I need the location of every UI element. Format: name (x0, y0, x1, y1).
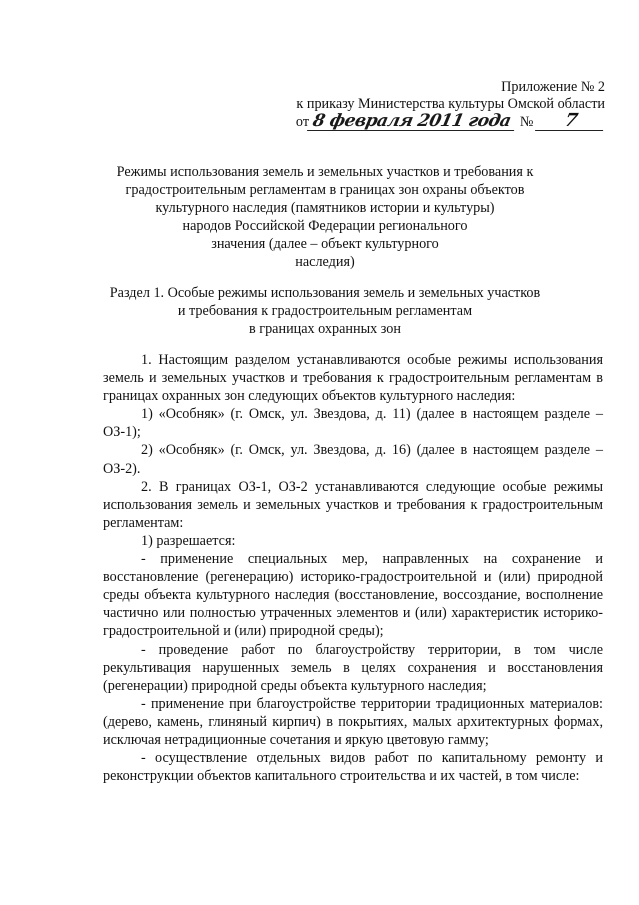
appendix-label (501, 78, 605, 96)
order-reference-text: к приказу Министерства культуры Омской области (296, 96, 605, 112)
title-line: градостроительным регламентам в границах зон охраны объектов (125, 182, 525, 198)
paragraph: 2) «Особняк» (г. Омск, ул. Звездова, д. 16) (далее в настоящем разделе – ОЗ-2). (103, 442, 603, 477)
order-date-prefix: от (295, 114, 310, 130)
order-date-line (296, 112, 605, 131)
document-body (103, 351, 603, 785)
paragraph: - проведение работ по благоустройству территории, в том числе рекультивация нарушенных земель в целях сохранения и восстановления (регенерации) природной среды объекта культурного наследия; (103, 641, 603, 694)
handwritten-date: 8 февраля 2011 года (307, 112, 518, 131)
paragraph: 1. Настоящим разделом устанавливаются особые режимы использования земель и земельных участков и требования к градостроительным регламентам в границах охранных зон следующих объектов культурного наследия: (103, 352, 603, 405)
paragraph: 1) «Особняк» (г. Омск, ул. Звездова, д. 11) (далее в настоящем разделе – ОЗ-1); (103, 406, 603, 441)
section-heading-line: Раздел 1. Особые режимы использования земель и земельных участков (109, 285, 541, 301)
title-line: народов Российской Федерации регионального (182, 218, 468, 234)
appendix-label-text: Приложение № 2 (501, 79, 605, 95)
title-line: наследия) (295, 254, 355, 270)
title-line: значения (далее – объект культурного (211, 236, 439, 252)
paragraph: 2. В границах ОЗ-1, ОЗ-2 устанавливаются следующие особые режимы использования земель и земельных участков и требования к градостроительным регламентам: (103, 478, 603, 531)
document-title (60, 163, 590, 271)
title-line: Режимы использования земель и земельных участков и требования к (116, 164, 534, 180)
handwritten-order-number: 7 (535, 112, 607, 131)
order-number-label: № (519, 114, 534, 130)
title-line: культурного наследия (памятников истории и культуры) (155, 200, 495, 216)
section-heading (60, 284, 590, 338)
paragraph: - осуществление отдельных видов работ по капитальному ремонту и реконструкции объектов капитального строительства и их частей, в том числе: (103, 750, 603, 785)
section-heading-line: в границах охранных зон (249, 321, 401, 337)
paragraph: - применение при благоустройстве территории традиционных материалов: (дерево, камень, глиняный кирпич) в покрытиях, малых архитектурных формах, исключая нетрадиционные сочетания и яркую цветовую гамму; (103, 695, 603, 748)
paragraph: - применение специальных мер, направленных на сохранение и восстановление (регенерацию) историко-градостроительной и (или) природной среды объекта культурного наследия (восстановление, воссоздание, восполнение частично или полностью утраченных элементов и (или) характеристик историко-градостроительной и (или) природной среды); (103, 551, 603, 640)
paragraph: 1) разрешается: (141, 532, 236, 549)
section-heading-line: и требования к градостроительным регламентам (177, 303, 473, 319)
